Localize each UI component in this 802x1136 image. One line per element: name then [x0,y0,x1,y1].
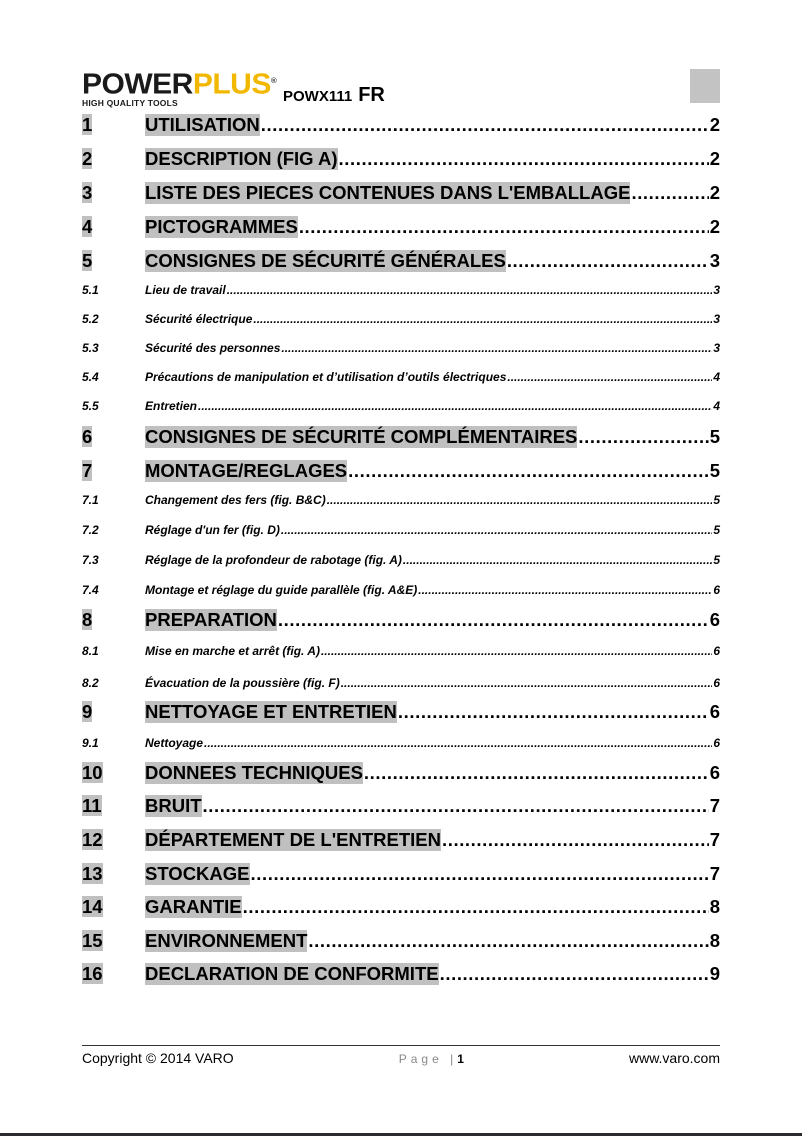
dot-leader [341,676,713,690]
toc-entry-number [82,250,145,272]
toc-number-text: 5.1 [82,283,99,297]
toc-entry-title[interactable]: LISTE DES PIECES CONTENUES DANS L'EMBALLAGE [145,182,631,203]
toc-entry[interactable] [82,736,720,752]
toc-number-text: 1 [82,114,93,135]
toc-entry-page[interactable]: 3 [713,341,720,355]
toc-entry-page[interactable]: 6 [713,736,720,750]
toc-entry-number [82,583,145,597]
toc-number-text: 5.3 [82,341,99,355]
toc-entry-number [82,370,145,384]
toc-entry-number [82,829,145,851]
toc-number-text: 11 [82,795,102,816]
dot-leader [321,644,712,658]
toc-number-text: 5.5 [82,399,99,413]
language-code: FR [358,84,385,106]
toc-entry-title[interactable]: CONSIGNES DE SÉCURITÉ GÉNÉRALES [145,250,506,271]
toc-entry-number [82,114,145,136]
toc-entry-page[interactable]: 7 [709,829,720,850]
dot-leader [442,829,709,851]
toc-entry-title[interactable]: DESCRIPTION (FIG A) [145,148,338,169]
toc-entry-number [82,283,145,297]
toc-number-text: 12 [82,829,103,850]
toc-number-text: 5.2 [82,312,99,326]
toc-entry[interactable] [82,216,720,240]
toc-entry-page[interactable]: 6 [713,644,720,658]
toc-entry-page[interactable]: 6 [709,609,720,630]
toc-entry[interactable] [82,283,720,299]
toc-entry[interactable] [82,829,720,853]
page-separator: | [450,1052,458,1066]
toc-entry[interactable] [82,930,720,954]
website-link[interactable]: www.varo.com [628,1050,720,1066]
toc-entry-page[interactable]: 5 [713,493,720,507]
toc-entry[interactable] [82,114,720,138]
dot-leader [253,312,712,326]
toc-entry[interactable] [82,676,720,692]
toc-entry-title[interactable]: Réglage de la profondeur de rabotage (fig. A) [145,553,402,567]
toc-entry[interactable] [82,896,720,920]
toc-entry-title[interactable]: Nettoyage [145,736,204,750]
toc-entry-title[interactable]: Entretien [145,399,198,413]
toc-number-text: 8.1 [82,644,99,658]
toc-entry-page[interactable]: 6 [713,583,720,597]
dot-leader [281,341,712,355]
logo-plus: PLUS [192,68,271,101]
toc-entry-number [82,644,145,658]
toc-entry-number [82,863,145,885]
toc-entry-page[interactable]: 4 [713,370,720,384]
toc-number-text: 7.1 [82,493,99,507]
dot-leader [403,553,712,567]
dot-leader [278,609,709,631]
toc-number-text: 6 [82,426,93,447]
dot-leader [348,460,709,482]
dot-leader [243,896,709,918]
dot-leader [578,426,708,448]
toc-number-text: 15 [82,930,103,951]
toc-entry-number [82,676,145,690]
dot-leader [204,736,712,750]
toc-number-text: 7 [82,460,93,481]
dot-leader [339,148,709,170]
toc-entry-number [82,341,145,355]
toc-entry[interactable] [82,644,720,660]
toc-entry-title[interactable]: STOCKAGE [145,863,250,884]
toc-entry-number [82,312,145,326]
toc-entry-page[interactable]: 6 [709,701,720,722]
toc-entry-number [82,216,145,238]
toc-entry-page[interactable]: 7 [709,863,720,884]
toc-entry-title[interactable]: CONSIGNES DE SÉCURITÉ COMPLÉMENTAIRES [145,426,578,447]
toc-entry[interactable] [82,609,720,633]
toc-entry-page[interactable]: 3 [713,312,720,326]
logo-registered: ® [270,76,277,85]
toc-entry-number [82,553,145,567]
dot-leader [251,863,709,885]
toc-entry[interactable] [82,863,720,887]
toc-entry-number [82,148,145,170]
dot-leader [631,182,708,204]
toc-entry-title[interactable]: Lieu de travail [145,283,226,297]
toc-entry-number [82,493,145,507]
toc-entry-title[interactable]: Sécurité des personnes [145,341,281,355]
toc-entry-page[interactable]: 5 [709,460,720,481]
toc-entry-page[interactable]: 5 [713,553,720,567]
toc-entry[interactable] [82,341,720,357]
logo-power: POWER [82,68,193,101]
toc-number-text: 16 [82,963,103,984]
copyright: Copyright © 2014 VARO [82,1050,234,1066]
toc-entry[interactable] [82,182,720,206]
toc-number-text: 5 [82,250,93,271]
toc-entry[interactable] [82,312,720,328]
toc-number-text: 9.1 [82,736,99,750]
toc-number-text: 13 [82,863,103,884]
toc-entry[interactable] [82,762,720,786]
dot-leader [227,283,713,297]
toc-entry-title[interactable]: ENVIRONNEMENT [145,930,308,951]
footer-divider [82,1045,720,1046]
dot-leader [507,250,709,272]
powerplus-logo [82,66,276,108]
toc-entry[interactable] [82,553,720,569]
toc-entry-number [82,963,145,985]
toc-entry-page[interactable]: 7 [709,795,720,816]
logo-tagline: HIGH QUALITY TOOLS [82,98,178,108]
toc-entry-number [82,762,145,784]
toc-entry-title[interactable]: NETTOYAGE ET ENTRETIEN [145,701,397,722]
toc-entry-number [82,701,145,723]
dot-leader [364,762,709,784]
toc-entry-number [82,609,145,631]
toc-entry-number [82,182,145,204]
toc-entry[interactable] [82,493,720,509]
toc-entry-page[interactable]: 3 [709,250,720,271]
toc-entry[interactable] [82,523,720,539]
toc-entry-number [82,399,145,413]
toc-entry-title[interactable]: Sécurité électrique [145,312,253,326]
toc-entry-title[interactable]: Évacuation de la poussière (fig. F) [145,676,340,690]
toc-entry[interactable] [82,399,720,415]
toc-entry[interactable] [82,426,720,450]
toc-entry-number [82,460,145,482]
toc-entry-page[interactable]: 8 [709,896,720,917]
toc-entry-page[interactable]: 6 [713,676,720,690]
dot-leader [418,583,712,597]
toc-entry-title[interactable]: Réglage d'un fer (fig. D) [145,523,280,537]
toc-entry-page[interactable]: 2 [709,216,720,237]
toc-entry-page[interactable]: 5 [713,523,720,537]
page-number [399,1050,464,1066]
toc-number-text: 4 [82,216,93,237]
toc-number-text: 10 [82,762,103,783]
dot-leader [281,523,712,537]
toc-number-text: 7.3 [82,553,99,567]
toc-number-text: 2 [82,148,93,169]
page-num: 1 [457,1052,464,1066]
dot-leader [261,114,709,136]
toc-entry-title[interactable]: Mise en marche et arrêt (fig. A) [145,644,320,658]
toc-entry[interactable] [82,250,720,274]
toc-entry[interactable] [82,460,720,484]
toc-entry-number [82,896,145,918]
toc-entry-title[interactable]: GARANTIE [145,896,242,917]
toc-entry-title[interactable]: DÉPARTEMENT DE L'ENTRETIEN [145,829,441,850]
toc-entry-page[interactable]: 9 [709,963,720,984]
toc-number-text: 3 [82,182,93,203]
toc-entry[interactable] [82,963,720,987]
toc-number-text: 14 [82,896,103,917]
toc-entry[interactable] [82,148,720,172]
toc-entry-title[interactable]: PREPARATION [145,609,277,630]
dot-leader [203,795,709,817]
toc-entry-page[interactable]: 2 [709,114,720,135]
toc-entry-title[interactable]: Changement des fers (fig. B&C) [145,493,326,507]
toc-entry-title[interactable]: MONTAGE/REGLAGES [145,460,348,481]
toc-entry[interactable] [82,795,720,819]
model-heading [283,84,385,107]
toc-number-text: 8.2 [82,676,99,690]
toc-entry-page[interactable]: 5 [709,426,720,447]
toc-entry[interactable] [82,701,720,725]
page-footer [82,1050,720,1066]
toc-entry-title[interactable]: Montage et réglage du guide parallèle (fig. A&E) [145,583,418,597]
page-label: Page [398,1052,443,1066]
toc-entry[interactable] [82,583,720,599]
dot-leader [327,493,713,507]
toc-entry-page[interactable]: 2 [709,148,720,169]
toc-entry-number [82,930,145,952]
toc-entry-page[interactable]: 6 [709,762,720,783]
toc-entry-number [82,795,145,817]
header-gray-tab [690,69,720,103]
toc-number-text: 7.2 [82,523,99,537]
dot-leader [398,701,709,723]
toc-entry-number [82,523,145,537]
toc-number-text: 8 [82,609,93,630]
toc-entry-page[interactable]: 3 [713,283,720,297]
toc-number-text: 7.4 [82,583,99,597]
toc-entry-title[interactable]: DONNEES TECHNIQUES [145,762,363,783]
toc-entry-title[interactable]: PICTOGRAMMES [145,216,298,237]
toc-number-text: 9 [82,701,93,722]
toc-entry-title[interactable]: DECLARATION DE CONFORMITE [145,963,439,984]
toc-entry-number [82,426,145,448]
dot-leader [299,216,709,238]
toc-entry-title[interactable]: UTILISATION [145,114,260,135]
toc-entry-title[interactable]: Précautions de manipulation et d’utilisation d’outils électriques [145,370,507,384]
toc-entry-page[interactable]: 4 [713,399,720,413]
toc-number-text: 5.4 [82,370,99,384]
toc-entry-page[interactable]: 8 [709,930,720,951]
dot-leader [198,399,712,413]
dot-leader [507,370,712,384]
toc-entry-number [82,736,145,750]
toc-entry-title[interactable]: BRUIT [145,795,202,816]
model-number: POWX111 [283,88,353,105]
toc-entry[interactable] [82,370,720,386]
dot-leader [440,963,709,985]
toc-entry-page[interactable]: 2 [709,182,720,203]
dot-leader [308,930,708,952]
